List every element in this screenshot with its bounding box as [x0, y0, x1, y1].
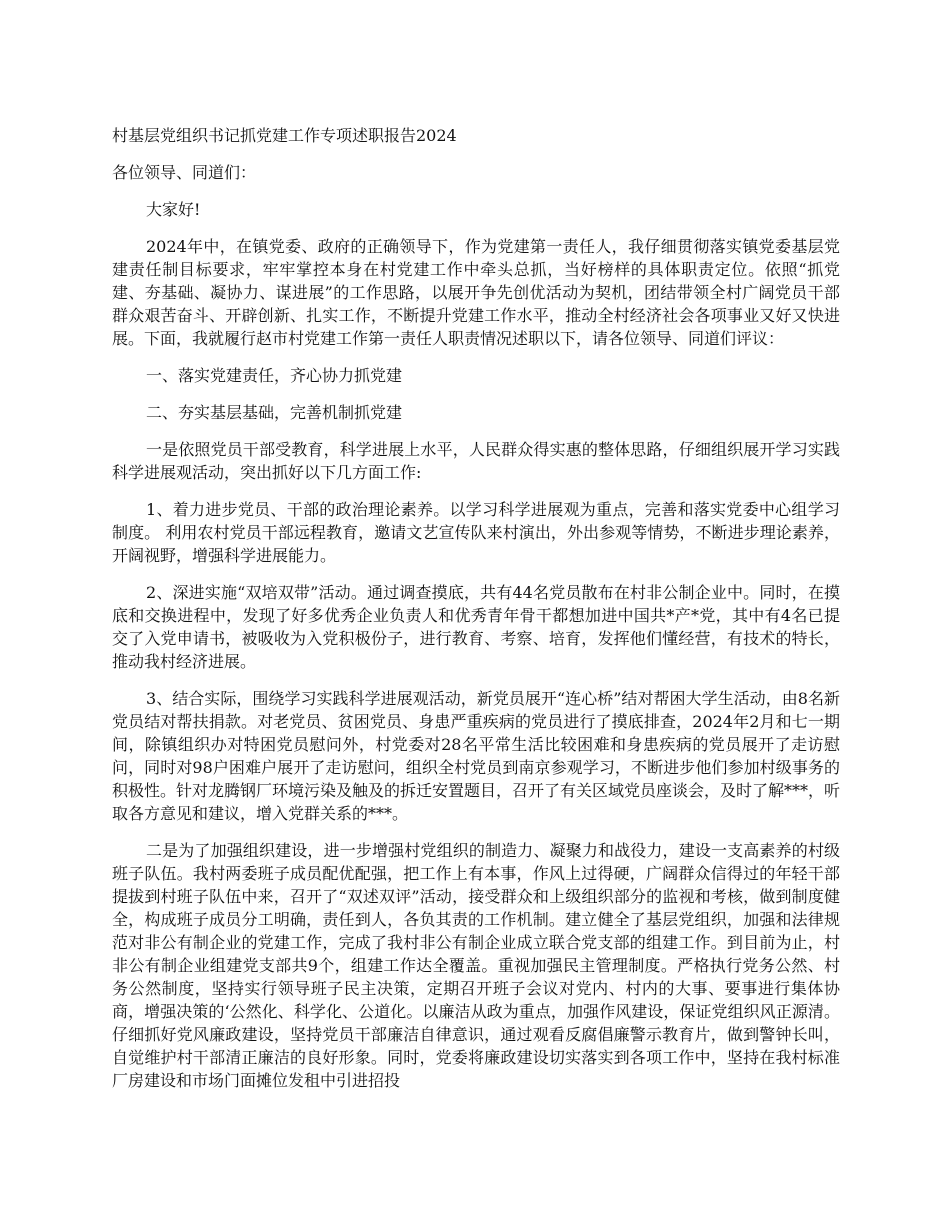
paragraph-first-point: 一是依照党员干部受教育，科学进展上水平，人民群众得实惠的整体思路，仔细组织展开学习实践科学进展观活动，突出抓好以下几方面工作:: [112, 440, 840, 482]
greeting: 大家好!: [146, 200, 201, 219]
section-heading-1: 一、落实党建责任，齐心协力抓党建: [146, 366, 403, 385]
document-title: 村基层党组织书记抓党建工作专项述职报告2024: [112, 126, 457, 145]
list-item-2: 2、深进实施“双培双带”活动。通过调查摸底，共有44名党员散布在村非公制企业中。同时，在摸底和交换进程中，发现了好多优秀企业负责人和优秀青年骨干都想加进中国共*产*党，其中有4名已提交了入党申请书，被吸收为入党积极份子，进行教育、考察、培育，发挥他们懂经营，有技术的特长，推动我村经济进展。: [112, 583, 840, 671]
salutation: 各位领导、同道们：: [112, 163, 257, 182]
list-item-3: 3、结合实际，围绕学习实践科学进展观活动，新党员展开“连心桥”结对帮困大学生活动，由8名新党员结对帮扶捐款。对老党员、贫困党员、身患严重疾病的党员进行了摸底排查，2024年2月和七一期间，除镇组织办对特困党员慰问外，村党委对28名平常生活比较困难和身患疾病的党员展开了走访慰问，同时对98户困难户展开了走访慰问，组织全村党员到南京参观学习，不断进步他们参加村级事务的积极性。针对龙腾钢厂环境污染及触及的拆迁安置题目，召开了有关区域党员座谈会，及时了解***，听取各方意见和建议，增入党群关系的***。: [112, 689, 841, 823]
paragraph-second-point: 二是为了加强组织建设，进一步增强村党组织的制造力、凝聚力和战役力，建设一支高素养的村级班子队伍。我村两委班子成员配优配强，把工作上有本事，作风上过得硬，广阔群众信得过的年轻干部提拔到村班子队伍中来，召开了“双述双评”活动，接受群众和上级组织部分的监视和考核，做到制度健全，构成班子成员分工明确，责任到人，各负其责的工作机制。建立健全了基层党组织，加强和法律规范对非公有制企业的党建工作，完成了我村非公有制企业成立联合党支部的组建工作。到目前为止，村非公有制企业组建党支部共9个，组建工作达全覆盖。重视加强民主管理制度。严格执行党务公然、村务公然制度，坚持实行领导班子民主决策，定期召开班子会议对党内、村内的大事、要事进行集体协商，增强决策的‘公然化、科学化、公道化。以廉洁从政为重点，加强作风建设，保证党组织风正源清。仔细抓好党风廉政建设，坚持党员干部廉洁自律意识，通过观看反腐倡廉警示教育片，做到警钟长叫，自觉维护村干部清正廉洁的良好形象。同时，党委将廉政建设切实落实到各项工作中，坚持在我村标准厂房建设和市场门面摊位发租中引进招投: [112, 841, 840, 1090]
section-heading-2: 二、夯实基层基础，完善机制抓党建: [146, 403, 403, 422]
list-item-1: 1、着力进步党员、干部的政治理论素养。以学习科学进展观为重点，完善和落实党委中心组学习制度。 利用农村党员干部远程教育，邀请文艺宣传队来村演出，外出参观等情势，不断进步理论素养，开阔视野，增强科学进展能力。: [112, 500, 840, 565]
document-page: [112, 124, 840, 1106]
intro-paragraph: 2024年中，在镇党委、政府的正确领导下，作为党建第一责任人，我仔细贯彻落实镇党委基层党建责任制目标要求，牢牢掌控本身在村党建工作中牵头总抓，当好榜样的具体职责定位。依照“抓党建、夯基础、凝协力、谋进展”的工作思路，以展开争先创优活动为契机，团结带领全村广阔党员干部群众艰苦奋斗、开辟创新、扎实工作，不断提升党建工作水平，推动全村经济社会各项事业又好又快进展。下面，我就履行赵市村党建工作第一责任人职责情况述职以下，请各位领导、同道们评议：: [112, 237, 840, 348]
